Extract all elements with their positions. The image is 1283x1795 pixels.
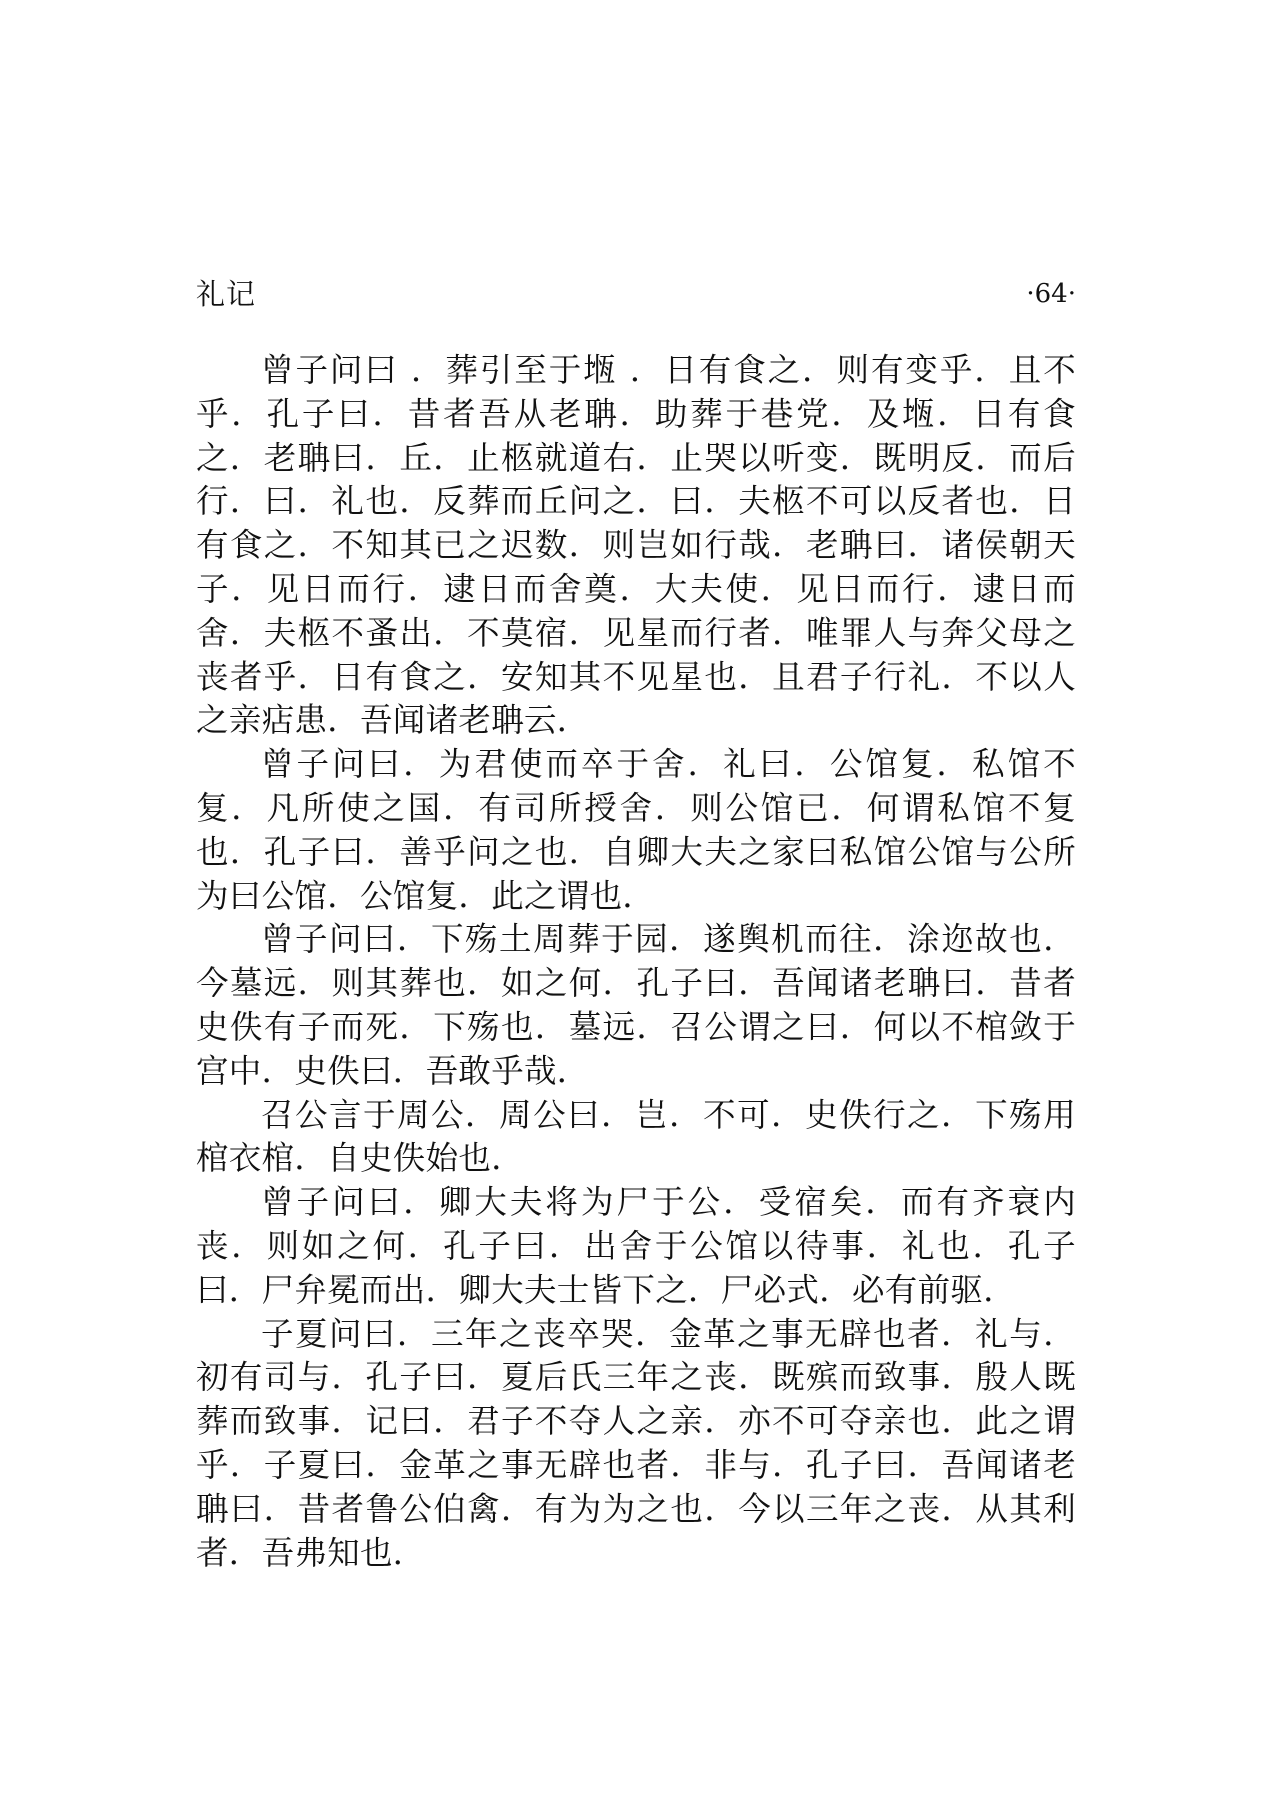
paragraph-1: 曾子问曰 ．葬引至于堩 ．日有食之．则有变乎．且不乎．孔子曰．昔者吾从老聃．助葬于巷党．及堩．日有食之．老聃曰．丘．止柩就道右．止哭以听变．既明反．而后行．曰．礼也．反葬而丘问之．曰．夫柩不可以反者也．日有食之．不知其已之迟数．则岂如行哉．老聃曰．诸侯朝天子．见日而行．逮日而舍奠．大夫使．见日而行．逮日而舍．夫柩不蚤出．不莫宿．见星而行者．唯罪人与奔父母之丧者乎．日有食之．安知其不见星也．且君子行礼．不以人之亲痁患．吾闻诸老聃云． bbox=[196, 351, 1076, 740]
page-header bbox=[196, 272, 1076, 316]
paragraph-2: 曾子问曰．为君使而卒于舍．礼曰．公馆复．私馆不复．凡所使之国．有司所授舍．则公馆已．何谓私馆不复也．孔子曰．善乎问之也．自卿大夫之家曰私馆公馆与公所为曰公馆．公馆复．此之谓也． bbox=[196, 745, 1076, 915]
paragraph-5: 曾子问曰．卿大夫将为尸于公．受宿矣．而有齐衰内丧．则如之何．孔子曰．出舍于公馆以待事．礼也．孔子曰．尸弁冕而出．卿大夫士皆下之．尸必式．必有前驱． bbox=[196, 1183, 1076, 1309]
paragraph-3: 曾子问曰．下殇土周葬于园．遂舆机而往．涂迩故也．今墓远．则其葬也．如之何．孔子曰．吾闻诸老聃曰．昔者史佚有子而死．下殇也．墓远．召公谓之曰．何以不棺敛于宫中．史佚曰．吾敢乎哉． bbox=[196, 920, 1076, 1090]
book-title: 礼记 bbox=[196, 277, 257, 311]
paragraph-4: 召公言于周公．周公曰．岂．不可．史佚行之．下殇用棺衣棺．自史佚始也． bbox=[196, 1095, 1076, 1178]
paragraph-6: 子夏问曰．三年之丧卒哭．金革之事无辟也者．礼与．初有司与．孔子曰．夏后氏三年之丧．既殡而致事．殷人既葬而致事．记曰．君子不夺人之亲．亦不可夺亲也．此之谓乎．子夏曰．金革之事无辟也者．非与．孔子曰．吾闻诸老聃曰．昔者鲁公伯禽．有为为之也．今以三年之丧．从其利者．吾弗知也． bbox=[196, 1314, 1076, 1572]
body-text bbox=[196, 349, 1076, 1575]
page-number: ·64· bbox=[1026, 279, 1076, 309]
